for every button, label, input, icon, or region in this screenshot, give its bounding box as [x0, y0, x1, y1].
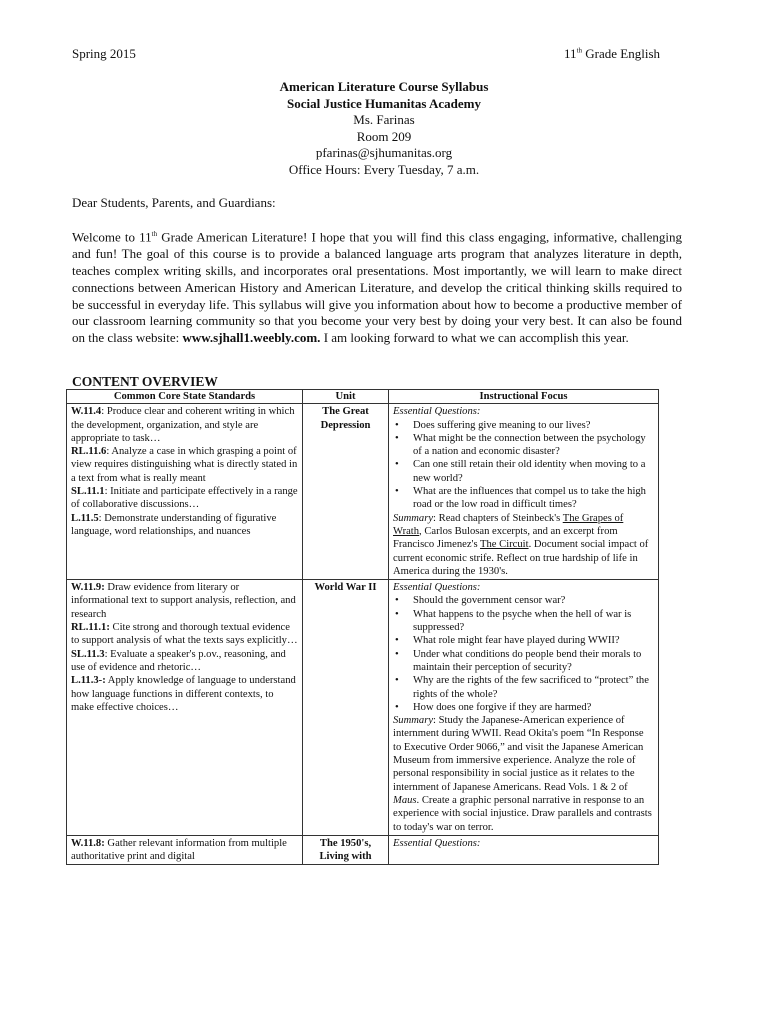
teacher-email: pfarinas@sjhumanitas.org	[315, 145, 453, 160]
list-item: • How does one forgive if they are harmed?	[395, 701, 592, 713]
course-title: American Literature Course Syllabus	[279, 79, 489, 94]
list-item: • What might be the connection between the psychology of a nation and economic disaster?	[395, 432, 646, 458]
unit-cell: The Great Depression	[303, 404, 389, 580]
column-header: Unit	[303, 390, 389, 404]
column-header: Common Core State Standards	[67, 390, 303, 404]
standards-cell: W.11.4: Produce clear and coherent writing in which the development, organization, and style are appropriate to task… RL.11.6: Analyze a case in which grasping a point of view requires distinguishing what is directly stated in a text from what is really meant SL.11.1: Initiate and participate effectively in a range of collaborative discussions… L.11.5: Demonstrate understanding of figurative language, word relationships, and nuances	[67, 404, 303, 580]
unit-summary: Summary: Read chapters of Steinbeck's The Grapes of Wrath, Carlos Bulosan excerpts, and an excerpt from Francisco Jimenez's The Circuit. Document social impact of current economic strife. Reflect on true hardship of life in America during the 1930's.	[393, 512, 649, 577]
standards-cell: W.11.8: Gather relevant information from multiple authoritative print and digital	[67, 835, 303, 865]
unit-cell: World War II	[303, 580, 389, 836]
table-row	[67, 580, 659, 836]
grade-label: 11th Grade English	[564, 46, 660, 61]
list-item: • Under what conditions do people bend their morals to maintain their perception of security?	[395, 648, 642, 673]
school-name: Social Justice Humanitas Academy	[287, 95, 481, 111]
list-item: • What are the influences that compel us to take the high road or the low road in difficult times?	[395, 486, 646, 511]
unit-summary: Summary: Study the Japanese-American experience of internment during WWII. Read Okita's poem “In Response to Executive Order 9066,” and visit the Japanese American Museum from immersive experience. Analyze the role of personal responsibility in social justice as it relates to the internment of Japanese Americans. Read Vols. 1 & 2 of Maus. Create a graphic personal narrative in response to an experience with social injustice. Draw parallels and contrasts to today's war on terror.	[393, 715, 652, 833]
table-row	[67, 404, 659, 580]
list-item: • What role might fear have played during WWII?	[395, 635, 620, 647]
list-item: • Why are the rights of the few sacrificed to “protect” the rights of the whole?	[395, 675, 649, 700]
content-overview-table	[66, 389, 659, 865]
office-hours: Office Hours: Every Tuesday, 7 a.m.	[288, 161, 480, 177]
list-item: • Can one still retain their old identity when moving to a new world?	[395, 459, 646, 484]
title-block	[0, 79, 768, 178]
class-website-link[interactable]: www.sjhall1.weebly.com.	[182, 330, 321, 346]
essential-questions-label: Essential Questions:	[393, 837, 481, 849]
focus-cell	[389, 580, 659, 836]
content-overview-title: CONTENT OVERVIEW	[72, 374, 218, 389]
intro-paragraph: Welcome to 11th Grade American Literature! I hope that you will find this class engaging, informative, challenging and fun! The goal of this course is to provide a balanced language arts program that analyzes literature in depth, teaches complex writing skills, and incorporates oral presentations. Most importantly, we will learn to make direct connections between American History and American Literature, and develop the critical thinking skills required to be successful in everyday life. This syllabus will give you information about how to become a productive member of our classroom learning community so that you become your very best by doing your very best. It can also be found on the class website: www.sjhall1.weebly.com. I am looking forward to what we can accomplish this year.	[72, 229, 682, 346]
essential-questions-label: Essential Questions:	[393, 582, 481, 594]
table-row	[67, 835, 659, 865]
list-item: • Does suffering give meaning to our lives?	[395, 419, 591, 431]
essential-questions-label: Essential Questions:	[393, 406, 481, 418]
salutation: Dear Students, Parents, and Guardians:	[72, 195, 276, 210]
list-item: • Should the government censor war?	[395, 595, 566, 607]
standards-cell: W.11.9: Draw evidence from literary or informational text to support analysis, reflection, and research RL.11.1: Cite strong and thorough textual evidence to support analysis of what the texts says explicitly… SL.11.3: Evaluate a speaker's p.ov., reasoning, and use of evidence and rhetoric… L.11.3-: Apply knowledge of language to understand how language functions in different contexts, to make effective choices…	[67, 580, 303, 836]
teacher-name: Ms. Farinas	[353, 112, 415, 127]
unit-cell: The 1950's, Living with	[303, 835, 389, 865]
table-header-row	[67, 390, 659, 404]
list-item: • What happens to the psyche when the hell of war is suppressed?	[395, 608, 632, 634]
focus-cell	[389, 835, 659, 865]
column-header: Instructional Focus	[389, 390, 659, 404]
room-number: Room 209	[356, 128, 412, 144]
term-label: Spring 2015	[72, 46, 136, 61]
focus-cell	[389, 404, 659, 580]
